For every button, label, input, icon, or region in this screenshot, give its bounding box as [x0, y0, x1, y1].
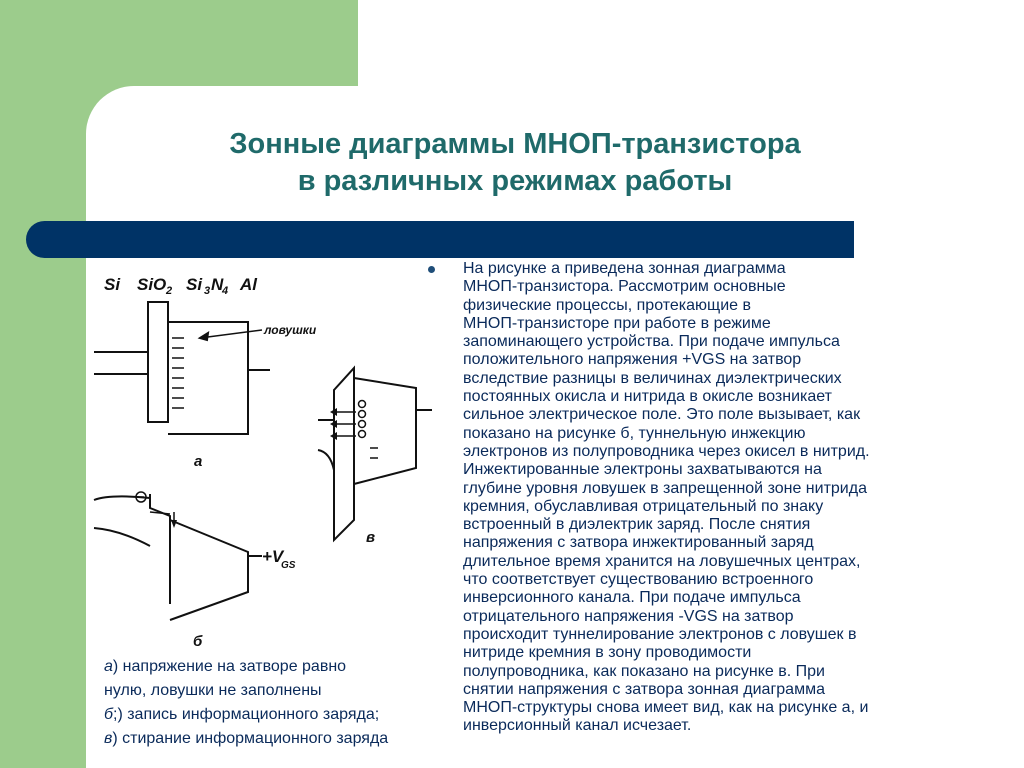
diagram-v-label: в	[366, 529, 376, 546]
caption-b-letter: б	[104, 706, 113, 723]
layer-labels	[104, 275, 258, 297]
diagram-v-arrowheads	[330, 408, 337, 440]
title-divider-bar	[26, 221, 854, 258]
bullet-icon	[428, 266, 435, 273]
caption-a-letter: а	[104, 658, 113, 675]
diagram-b-valence-band	[94, 528, 150, 546]
voltage-label-sub: GS	[281, 560, 296, 571]
diagram-b-oxide	[150, 494, 170, 604]
slide-title-line2: в различных режимах работы	[297, 165, 733, 197]
layer-label-si3n4-n: N	[211, 275, 224, 294]
layer-label-si3n4-sub1: 3	[204, 285, 211, 297]
diagram-b	[94, 492, 262, 620]
caption-a	[104, 655, 484, 679]
diagram-b-label: б	[193, 633, 203, 650]
caption-b	[104, 703, 484, 727]
diagram-v	[318, 368, 432, 540]
slide-title	[150, 126, 880, 200]
caption-a-cont-text: нулю, ловушки не заполнены	[104, 682, 322, 699]
diagram-a-label: а	[194, 453, 203, 470]
layer-label-sio-sub: 2	[166, 285, 173, 297]
caption-a-cont	[104, 679, 484, 703]
body-paragraph: На рисунке а приведена зонная диаграмма МНОП-транзистора. Рассмотрим основные физические процессы, протекающие в МНОП-транзисторе при работе в режиме запоминающего устройства. При подаче импульса положительного напряжения +VGS на затвор вследствие разницы в величинах диэлектрических постоянных окисла и нитрида в окисле возникает сильное электрическое поле. Это поле вызывает, как показано на рисунке б, туннельную инжекцию электронов из полупроводника через окисел в нитрид. Инжектированные электроны захватываются на глубине уровня ловушек в запрещенной зоне нитрида кремния, обуславливая отрицательный по знаку встроенный в диэлектрик заряд. После снятия напряжения с затвора инжектированный заряд длительное время хранится на ловушечных центрах, что соответствует существованию встроенного инверсионного канала. При подаче импульса отрицательного напряжения -VGS на затвор происходит туннелирование электронов с ловушек в нитриде кремния в зону проводимости полупроводника, как показано на рисунке в. При снятии напряжения с затвора зонная диаграмма МНОП-структуры снова имеет вид, как на рисунке а, и инверсионный канал исчезает.	[463, 260, 870, 735]
traps-label: ловушки	[264, 323, 317, 337]
diagram-a-trap-levels	[172, 338, 184, 408]
caption-v-text: ) стирание информационного заряда	[112, 730, 389, 747]
diagram-a	[94, 302, 270, 434]
layer-label-al: Al	[240, 275, 257, 294]
voltage-label: +V	[262, 547, 284, 566]
layer-label-si3n4: Si	[186, 275, 203, 294]
figure-captions	[104, 655, 484, 751]
diagram-a-traps-pointer	[200, 330, 262, 338]
diagram-b-tunnel-path	[150, 512, 170, 514]
caption-b-text: ;) запись информационного заряда;	[113, 706, 380, 723]
caption-v-letter: в	[104, 730, 113, 747]
diagram-b-nitride	[170, 520, 248, 620]
diagram-v-oxide	[334, 368, 354, 540]
diagram-v-trap-levels	[370, 448, 378, 458]
slide-title-line1: Зонные диаграммы МНОП-транзистора	[229, 128, 801, 160]
layer-label-si3n4-sub2: 4	[222, 285, 229, 297]
background-green-strip	[0, 0, 86, 768]
layer-label-si: Si	[104, 275, 121, 294]
diagram-a-oxide	[148, 302, 168, 422]
caption-a-text: ) напряжение на затворе равно	[112, 658, 347, 675]
caption-v	[104, 727, 484, 751]
band-diagram-figure	[88, 262, 444, 654]
diagram-a-traps-arrowhead	[200, 333, 208, 340]
diagram-v-trapped-electrons	[359, 401, 366, 438]
layer-label-sio: SiO	[137, 275, 167, 294]
diagram-v-valence-band	[318, 450, 334, 470]
